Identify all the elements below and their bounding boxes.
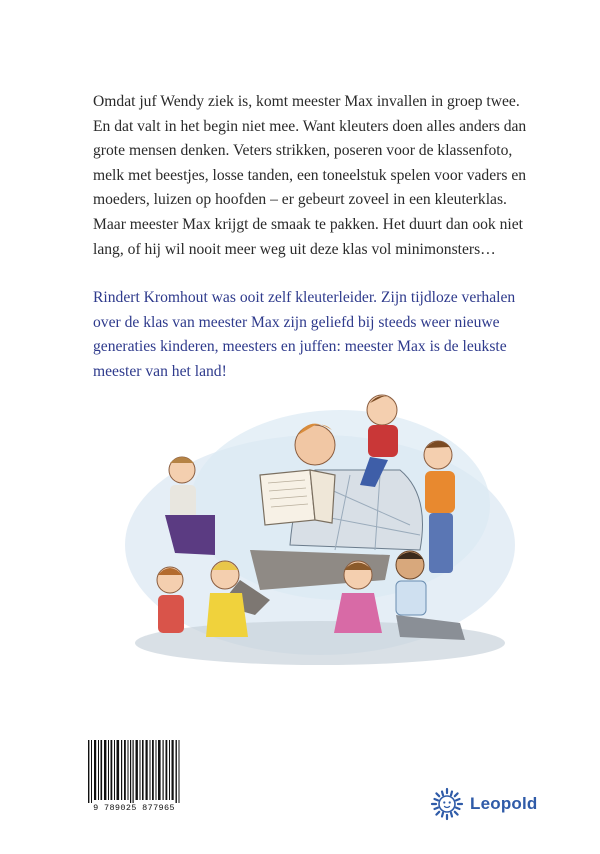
- isbn-number: 9 789025 877965: [84, 803, 184, 813]
- back-cover-blurb: Omdat juf Wendy ziek is, komt meester Max invallen in groep twee. En dat valt in het begin niet mee. Want kleuters doen alles anders dan grote mensen denken. Veters strikken, poseren voor de klassenfoto, melk met beestjes, losse tanden, een toneelstuk spelen voor vaders en moeders, luizen op hoofden – er gebeurt zoveel in een kleuterklas. Maar meester Max krijgt de smaak te pakken. Het duurt dan ook niet lang, of hij wil nooit meer weg uit deze klas vol minimonsters…: [93, 93, 527, 258]
- author-bio: Rindert Kromhout was ooit zelf kleuterleider. Zijn tijdloze verhalen over de klas van meester Max zijn geliefd bij steeds weer nieuwe generaties kinderen, meesters en juffen: meester Max is de leukste meester van het land!: [93, 289, 516, 380]
- lion-emblem-icon: [430, 787, 464, 821]
- classroom-illustration: [120, 375, 520, 670]
- publisher-logo: [430, 786, 538, 822]
- publisher-name: Leopold: [470, 794, 538, 813]
